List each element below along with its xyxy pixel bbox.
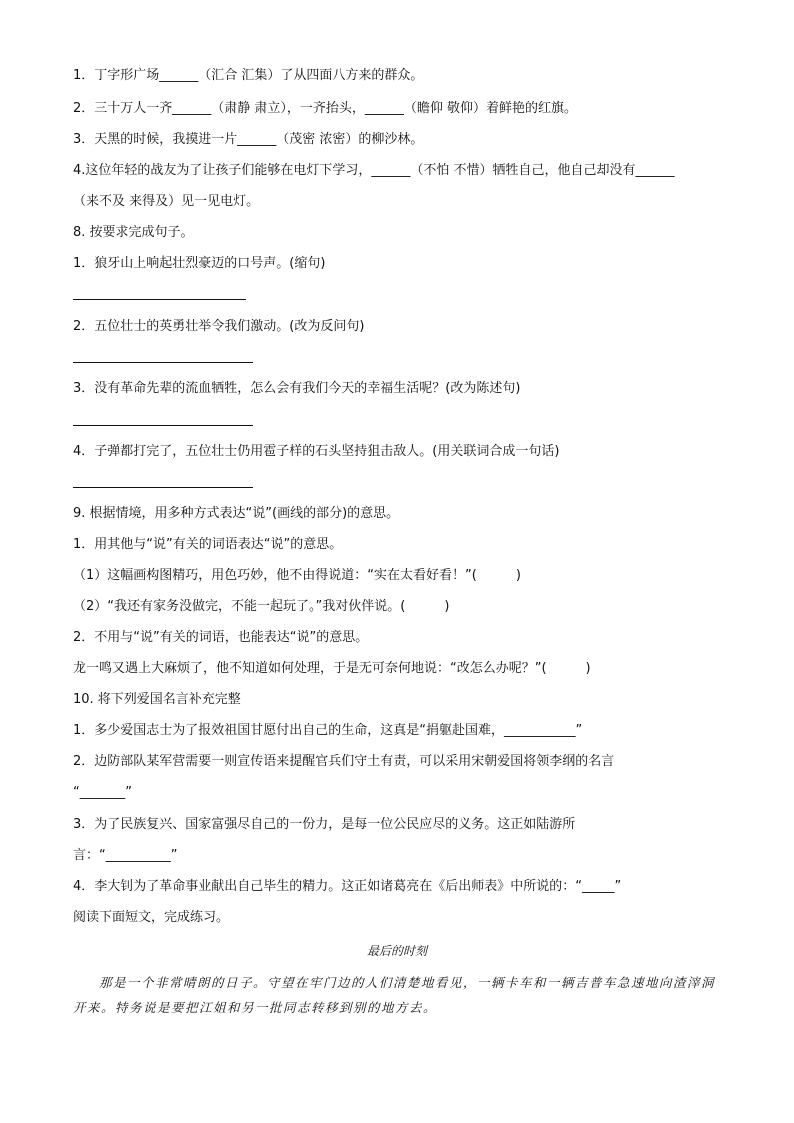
- q10-item-2-blank: “_______”: [73, 785, 132, 800]
- q10-item-2: 2．边防部队某军营需要一则宣传语来提醒官兵们守土有责，可以采用宋朝爱国将领李纲的名言: [73, 754, 615, 769]
- q8-answer-line-2[interactable]: [73, 362, 253, 363]
- q9-heading: 9. 根据情境，用多种方式表达“说”(画线的部分)的意思。: [73, 506, 400, 521]
- q8-answer-line-3[interactable]: [73, 425, 253, 426]
- q8-item-3: 3．没有革命先辈的流血牺牲，怎么会有我们今天的幸福生活呢？(改为陈述句): [73, 381, 521, 396]
- q7-item-2: 2．三十万人一齐______（肃静 肃立），一齐抬头，______（瞻仰 敬仰）着鲜艳的红旗。: [73, 101, 578, 116]
- q7-item-3: 3．天黑的时候，我摸进一片______（茂密 浓密）的柳沙林。: [73, 132, 424, 147]
- q8-answer-line-4[interactable]: [73, 487, 253, 488]
- q7-item-1: 1．丁字形广场______（汇合 汇集）了从四面八方来的群众。: [73, 68, 424, 83]
- q7-item-4: 4.这位年轻的战友为了让孩子们能够在电灯下学习，______（不怕 不惜）牺牲自己，他自己却没有______: [73, 163, 675, 178]
- q8-answer-line-1[interactable]: [73, 299, 246, 300]
- q10-item-3: 3．为了民族复兴、国家富强尽自己的一份力，是每一位公民应尽的义务。这正如陆游所: [73, 817, 576, 832]
- q8-item-4: 4．子弹都打完了，五位壮士仍用雹子样的石头坚持狙击敌人。(用关联词合成一句话): [73, 444, 560, 459]
- q8-heading: 8. 按要求完成句子。: [73, 225, 194, 240]
- q8-item-2: 2．五位壮士的英勇壮举令我们激动。(改为反问句): [73, 319, 365, 334]
- q10-item-4: 4．李大钊为了革命事业献出自己毕生的精力。这正如诸葛亮在《后出师表》中所说的：“_____”: [73, 879, 622, 894]
- q9-part-2-sentence: 龙一鸣又遇上大麻烦了，他不知道如何处理，于是无可奈何地说：“改怎么办呢？”( ): [73, 661, 591, 676]
- q9-part-1-sentence-2: （2）“我还有家务没做完，不能一起玩了。”我对伙伴说。( ): [73, 599, 450, 614]
- q10-item-3-continued: 言：“__________”: [73, 848, 178, 863]
- q10-item-1: 1．多少爱国志士为了报效祖国甘愿付出自己的生命，这真是“捐躯赴国难，___________”: [73, 723, 583, 738]
- q9-part-2: 2．不用与“说”有关的词语，也能表达“说”的意思。: [73, 630, 369, 645]
- q9-part-1-sentence-1: （1）这幅画构图精巧，用色巧妙，他不由得说道：“实在太看好看！”( ): [73, 568, 521, 583]
- q9-part-1: 1．用其他与“说”有关的词语表达“说”的意思。: [73, 537, 343, 552]
- q8-item-1: 1．狼牙山上响起壮烈豪迈的口号声。(缩句): [73, 256, 326, 271]
- passage-title: 最后的时刻: [366, 944, 427, 958]
- passage-paragraph: 那是一个非常晴朗的日子。守望在牢门边的人们清楚地看见，一辆卡车和一辆吉普车急速地向渣滓洞开来。特务说是要把江姐和另一批同志转移到别的地方去。: [73, 975, 716, 1015]
- reading-instruction: 阅读下面短文，完成练习。: [73, 910, 230, 925]
- q7-item-4-continued: （来不及 来得及）见一见电灯。: [73, 194, 260, 209]
- q10-heading: 10. 将下列爱国名言补充完整: [73, 692, 241, 707]
